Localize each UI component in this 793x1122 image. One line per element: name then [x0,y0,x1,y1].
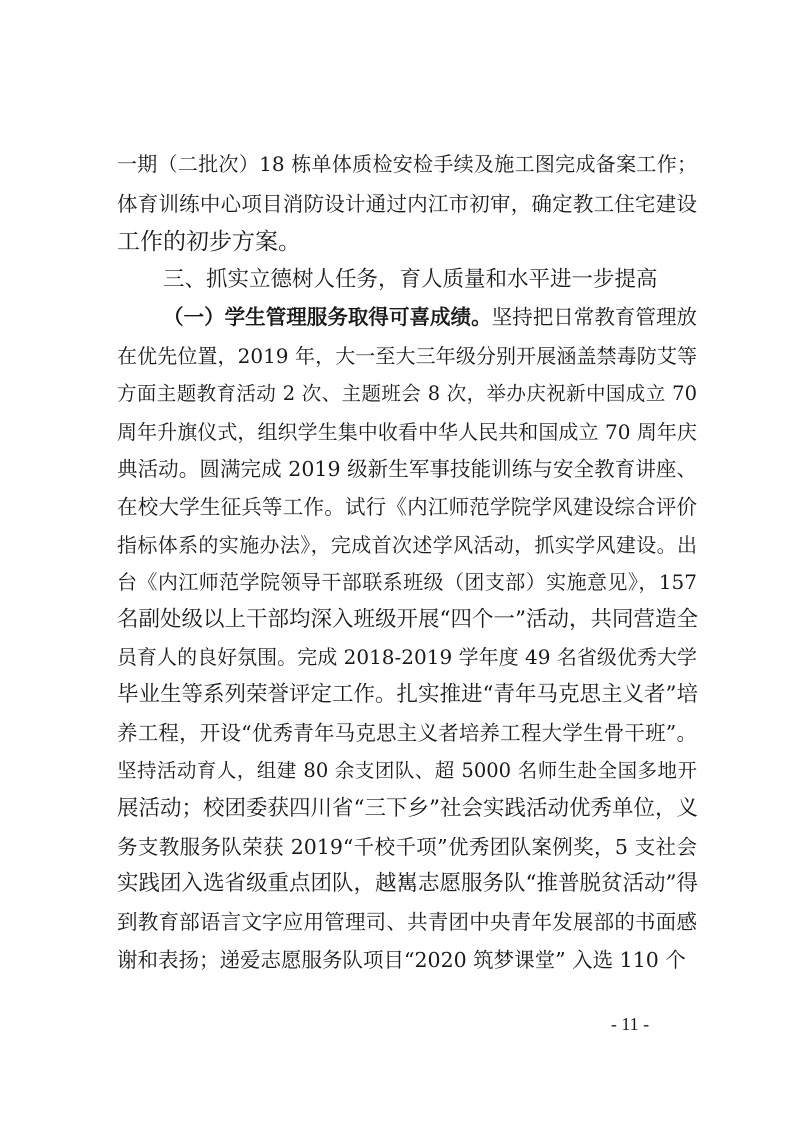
paragraph-line: 坚持活动育人，组建 80 余支团队、超 5000 名师生赴全国多地开 [117,759,697,782]
paragraph-line: 工作的初步方案。 [117,229,301,255]
paragraph-line: 毕业生等系列荣誉评定工作。扎实推进“青年马克思主义者”培 [117,682,698,707]
paragraph-line: 在校大学生征兵等工作。试行《内江师范学院学风建设综合评价 [117,495,697,519]
paragraph-line: 台《内江师范学院领导干部联系班级（团支部）实施意见》，157 [117,570,697,594]
subsection-lead-text: 坚持把日常教育管理放 [491,305,698,329]
subsection-first-line [163,297,697,337]
paragraph-line: 一期（二批次）18 栋单体质检安检手续及施工图完成备案工作； [117,152,697,176]
paragraph-line: 员育人的良好氛围。完成 2018-2019 学年度 49 名省级优秀大学 [117,645,697,669]
paragraph-line: 方面主题教育活动 2 次、主题班会 8 次，举办庆祝新中国成立 70 [117,382,697,405]
paragraph-line: 实践团入选省级重点团队，越嶲志愿服务队“推普脱贫活动”得 [117,871,698,896]
paragraph-line: 到教育部语言文字应用管理司、共青团中央青年发展部的书面感 [117,910,697,934]
paragraph-line: 务支教服务队荣获 2019“千校千项”优秀团队案例奖，5 支社会 [117,835,697,859]
section-heading: 三、抓实立德树人任务，育人质量和水平进一步提高 [163,267,658,292]
paragraph-line: 在优先位置，2019 年，大一至大三年级分别开展涵盖禁毒防艾等 [117,344,697,368]
page-number: - 11 - [610,1014,650,1034]
paragraph-line: 养工程，开设“优秀青年马克思主义者培养工程大学生骨干班”。 [117,721,697,745]
paragraph-line: 周年升旗仪式，组织学生集中收看中华人民共和国成立 70 周年庆 [117,420,697,444]
paragraph-line: 名副处级以上干部均深入班级开展“四个一”活动，共同营造全 [117,607,698,632]
paragraph-line: 谢和表扬；递爱志愿服务队项目“2020 筑梦课堂” 入选 110 个 [117,948,686,972]
paragraph-line: 典活动。圆满完成 2019 级新生军事技能训练与安全教育讲座、 [117,457,697,481]
paragraph-line: 指标体系的实施办法》，完成首次述学风活动，抓实学风建设。出 [117,533,697,557]
paragraph-line: 展活动；校团委获四川省“三下乡”社会实践活动优秀单位，义 [117,796,698,821]
subsection-heading: （一）学生管理服务取得可喜成绩。 [163,305,492,329]
paragraph-line: 体育训练中心项目消防设计通过内江市初审，确定教工住宅建设 [117,192,697,216]
